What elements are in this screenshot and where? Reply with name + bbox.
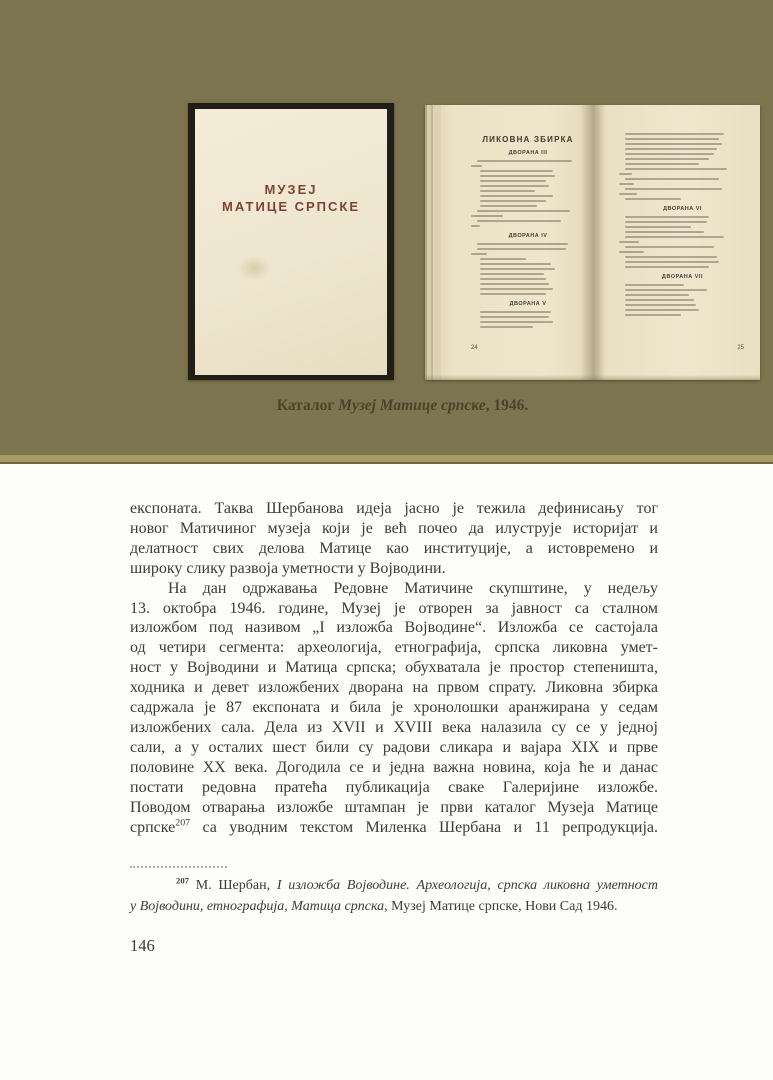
microtext-line (625, 294, 689, 296)
body-line: постати редовна пратећа публикација сваке Галеријине изложбе. (130, 778, 658, 796)
microtext-line (477, 160, 573, 162)
microtext-line (625, 188, 722, 190)
microtext-line (625, 256, 716, 258)
microtext-line (480, 326, 532, 328)
text-part: Каталог (276, 397, 339, 414)
microtext-line (625, 163, 699, 165)
text-part: Музеј Матице српске (338, 397, 486, 414)
body-line: широку слику развоја уметности у Војводини. (130, 559, 446, 577)
text-part: у Војводини, етнографија, Матица српска (130, 898, 385, 914)
footnote-line (130, 876, 658, 897)
paper-stain (237, 255, 271, 281)
microtext-line (480, 311, 551, 313)
body-line: изложбом под називом „I изложба Војводине“. Изложба се састојала (130, 619, 658, 637)
body-text (130, 499, 658, 837)
microtext-line (480, 288, 553, 290)
figure-band-edge-line (0, 462, 773, 464)
microtext-line (480, 321, 553, 323)
microtext-line (480, 205, 537, 207)
hall-label: ДВОРАНА IV (508, 233, 548, 239)
microtext-line (625, 143, 722, 145)
microtext-line (625, 236, 724, 238)
microtext-line (625, 314, 681, 316)
microtext-line (625, 198, 681, 200)
microtext-line (625, 153, 714, 155)
text-part: , Музеј Матице српске, Нови Сад 1946. (384, 898, 618, 914)
microtext-line (480, 316, 548, 318)
body-line: новог Матичиног музеја који је већ почео да илуструје историјат и (130, 519, 658, 537)
microtext-line (477, 210, 570, 212)
microtext-line (625, 304, 696, 306)
microtext-line (480, 258, 526, 260)
book-fore-edge (425, 105, 441, 380)
microtext-line (625, 148, 716, 150)
body-line: На дан одржавања Редовне Матичине скупштине, у недељу (168, 579, 658, 597)
microtext-line (625, 266, 709, 268)
microtext-line (480, 175, 555, 177)
microtext-line (625, 168, 727, 170)
microtext-line (625, 158, 709, 160)
microtext-line (625, 261, 719, 263)
microtext-line (619, 251, 644, 253)
microtext-line (480, 293, 546, 295)
microtext-line (619, 183, 634, 185)
catalog-left-page (441, 105, 593, 380)
catalog-right-page (593, 105, 760, 380)
microtext-line (471, 225, 480, 227)
hall-label: ДВОРАНА V (509, 301, 547, 307)
cover-title (195, 181, 387, 215)
microtext-line (480, 200, 546, 202)
microtext-line (619, 241, 639, 243)
microtext-line (477, 243, 568, 245)
hall-label: ДВОРАНА III (508, 150, 548, 156)
microtext-line (471, 215, 503, 217)
microtext-line (625, 216, 709, 218)
microtext-line (480, 195, 553, 197)
microtext-line (625, 289, 706, 291)
body-line: Поводом отварања изложбе штампан је први каталог Музеја Матице (130, 798, 658, 816)
microtext-line (480, 170, 553, 172)
catalog-cover-photo (188, 103, 394, 380)
body-line: експоната. Таква Шербанова идеја јасно је тежила дефинисању тог (130, 500, 658, 517)
text-part: I изложба Војводине. Археологија, српска ликовна уметност (276, 878, 658, 893)
microtext-line (480, 278, 546, 280)
microtext-line (480, 273, 544, 275)
hall-label: ДВОРАНА VII (662, 274, 703, 280)
microtext-line (471, 253, 487, 255)
microtext-line (480, 268, 555, 270)
microtext-line (625, 133, 724, 135)
cover-title-line2: МАТИЦЕ СРПСКЕ (221, 199, 361, 214)
body-line: 13. октобра 1946. године, Музеј је отворен за јавност са сталном (130, 599, 658, 617)
microtext-line (625, 221, 706, 223)
microtext-line (480, 283, 548, 285)
book-gutter-shadow (580, 105, 606, 380)
body-line: од четири сегмента: археологија, етнографија, српска ликовна умет- (130, 639, 658, 657)
cover-title-line1: МУЗЕЈ (264, 182, 318, 197)
body-line: садржала је 87 експоната и била је хронолошки аранжирана у седам (130, 699, 658, 717)
body-line: изложбених сала. Дела из XVII и XVIII века налазила су се у једној (130, 718, 658, 736)
microtext-line (619, 193, 637, 195)
microtext-line (625, 231, 704, 233)
footnote-ref: 207 (175, 817, 191, 829)
catalog-right-sections (619, 133, 746, 316)
microtext-line (477, 220, 561, 222)
footnote (130, 876, 658, 917)
microtext-line (480, 190, 535, 192)
body-line: ност у Војводини и Матица српска; обухватала је простор степеништа, (130, 659, 658, 677)
microtext-line (625, 178, 719, 180)
footnote-separator (130, 866, 227, 868)
microtext-line (625, 284, 683, 286)
microtext-line (625, 246, 714, 248)
microtext-line (625, 138, 719, 140)
catalog-right-page-text (619, 133, 746, 319)
collection-heading: ЛИКОВНА ЗБИРКА (482, 135, 574, 144)
microtext-line (480, 180, 546, 182)
body-line: ходника и девет изложбених дворана на првом спрату. Ликовна збирка (130, 679, 658, 697)
page-number: 146 (130, 936, 155, 955)
body-line: сали, а у осталих шест били су радови сликара и вајара XIX и прве (130, 738, 658, 756)
book-bottom-shadow (425, 375, 760, 380)
microtext-line (619, 173, 632, 175)
microtext-line (625, 226, 691, 228)
figure-caption (130, 397, 675, 415)
microtext-line (625, 309, 699, 311)
body-line: српске$^{207}$ са уводним текстом Миленка Шербана и 11 репродукција. (130, 817, 658, 836)
open-catalog-photo (425, 105, 760, 380)
body-line: делатност свих делова Матице као институције, а истовремено и (130, 539, 658, 557)
microtext-line (625, 299, 694, 301)
microtext-line (477, 248, 566, 250)
catalog-left-page-text (471, 135, 585, 331)
hall-label: ДВОРАНА VI (663, 206, 702, 212)
mini-page-number-left: 24 (471, 345, 478, 351)
microtext-line (471, 165, 482, 167)
text-part: М. Шербан, (189, 878, 277, 893)
catalog-cover-paper (195, 109, 387, 375)
mini-page-number-right: 25 (737, 345, 744, 351)
footnote-marker: 207 (176, 875, 190, 886)
catalog-left-sections (471, 150, 585, 328)
figure-band-light-strip (0, 455, 773, 462)
microtext-line (480, 185, 548, 187)
text-part: , 1946. (485, 397, 529, 414)
body-line: половине XX века. Догодила се и једна важна новина, која ће и данас (130, 758, 658, 776)
footnote-line (130, 897, 658, 918)
microtext-line (480, 263, 551, 265)
